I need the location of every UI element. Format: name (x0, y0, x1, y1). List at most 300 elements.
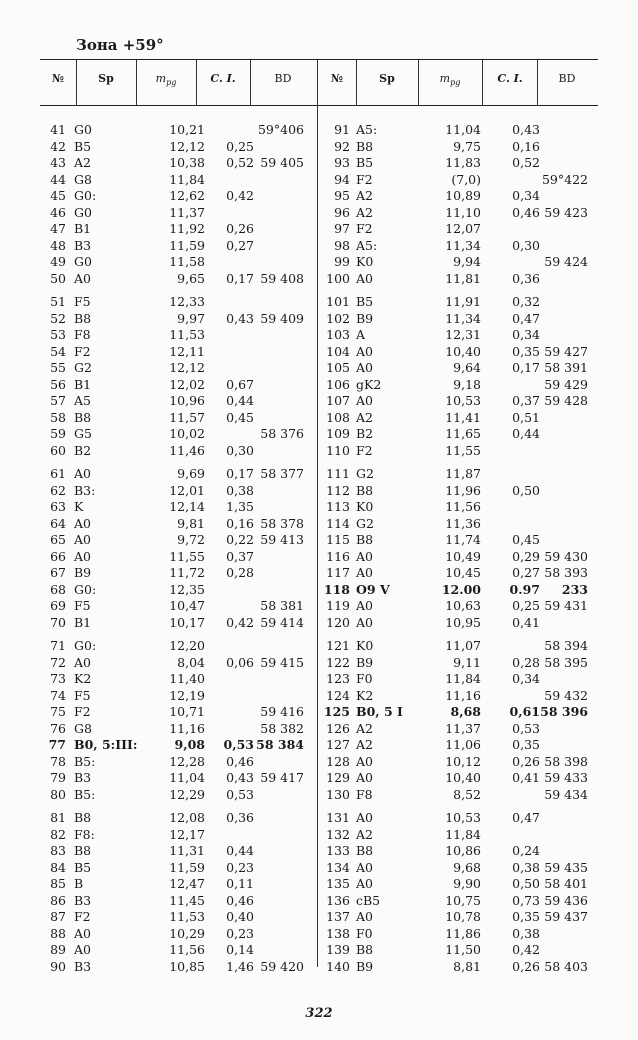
spectral-type: cB5 (356, 892, 381, 908)
color-index: 0,46 (226, 753, 254, 769)
spectral-type: K2 (74, 671, 92, 686)
table-row (317, 532, 598, 549)
magnitude: 11,58 (169, 254, 205, 269)
bd-number: 59 427 (544, 343, 588, 359)
spectral-type: A (356, 327, 366, 342)
bd-number: 59 429 (544, 376, 588, 392)
spectral-type: B3 (74, 958, 92, 974)
bd-number: 58 376 (260, 426, 304, 441)
spectral-type: F2 (74, 343, 91, 359)
color-index: 0,34 (512, 671, 540, 686)
spectral-type: B3 (74, 237, 92, 253)
table-row (40, 139, 317, 156)
color-index: 0,11 (226, 876, 254, 891)
table-row (40, 516, 317, 533)
table-row (40, 671, 317, 688)
spectral-type: A0 (74, 942, 91, 957)
table-row (40, 393, 317, 410)
row-number: 93 (334, 155, 350, 170)
table-row (40, 737, 317, 754)
row-number: 71 (50, 638, 66, 653)
magnitude: 12,62 (169, 188, 205, 203)
spectral-type: G8 (74, 720, 92, 736)
magnitude: 11,84 (445, 671, 481, 686)
row-number: 124 (326, 687, 350, 703)
magnitude: 11,72 (169, 565, 205, 580)
spectral-type: A0 (74, 925, 91, 941)
color-index: 0,44 (512, 426, 540, 441)
spectral-type: F5 (74, 294, 91, 309)
table-header-rule (40, 105, 598, 106)
spectral-type: A0 (356, 548, 373, 564)
spectral-type: A2 (356, 188, 373, 203)
header-mag-m: m (439, 72, 451, 85)
header-ci: C. I. (210, 72, 236, 85)
header-mag-sub: pg (166, 78, 177, 88)
row-number: 62 (50, 482, 66, 498)
magnitude: 11,37 (169, 204, 205, 220)
table-row (317, 155, 598, 172)
row-number: 109 (326, 426, 350, 441)
row-number: 134 (326, 859, 350, 875)
spectral-type: B3: (74, 482, 96, 498)
spectral-type: F2 (356, 442, 373, 458)
magnitude: 10,17 (169, 614, 205, 630)
spectral-type: A0 (356, 360, 373, 375)
row-number: 85 (50, 876, 66, 891)
color-index: 0,28 (226, 565, 254, 580)
table-row (40, 926, 317, 943)
color-index: 0,46 (512, 204, 540, 220)
spectral-type: A0 (356, 909, 373, 924)
magnitude: 9,72 (177, 532, 205, 547)
row-number: 54 (50, 343, 66, 359)
row-number: 132 (326, 826, 350, 842)
magnitude: 11,59 (169, 859, 205, 875)
row-number: 59 (50, 426, 66, 441)
table-row (317, 516, 598, 533)
color-index: 0,25 (226, 138, 254, 154)
table-row (40, 582, 317, 599)
row-number: 63 (50, 499, 66, 514)
spectral-type: F0 (356, 671, 373, 686)
magnitude: 11,83 (445, 155, 481, 170)
magnitude: 8,68 (450, 704, 481, 719)
row-number: 70 (50, 614, 66, 630)
table-row (40, 843, 317, 860)
color-index: 0,34 (512, 327, 540, 342)
magnitude: 9,18 (453, 376, 481, 392)
color-index: 0,37 (226, 548, 254, 564)
spectral-type: G2 (356, 515, 374, 531)
magnitude: 11,04 (445, 122, 481, 137)
row-number: 81 (50, 810, 66, 825)
color-index: 0,42 (226, 614, 254, 630)
magnitude: 11,41 (445, 409, 481, 425)
bd-number: 59 413 (260, 532, 304, 547)
header-ci: C. I. (497, 72, 523, 85)
row-number: 139 (326, 942, 350, 957)
table-row (40, 360, 317, 377)
table-row (317, 139, 598, 156)
spectral-type: A0 (74, 466, 91, 481)
spectral-type: G8 (74, 171, 92, 187)
spectral-type: A0 (356, 565, 373, 580)
magnitude: 12,14 (169, 499, 205, 514)
color-index: 0,17 (226, 270, 254, 286)
row-number: 118 (323, 581, 350, 597)
row-number: 46 (50, 204, 66, 220)
table-row (317, 377, 598, 394)
color-index: 0,22 (226, 532, 254, 547)
row-number: 42 (50, 138, 66, 154)
bd-number: 59 430 (544, 548, 588, 564)
header-sp: Sp (379, 72, 395, 85)
table-row (40, 344, 317, 361)
magnitude: 11,50 (445, 942, 481, 957)
bd-number: 59 415 (260, 654, 304, 670)
table-row (40, 810, 317, 827)
color-index: 0,45 (512, 532, 540, 547)
table-row (40, 483, 317, 500)
color-index: 0,35 (512, 737, 540, 752)
color-index: 0,50 (512, 876, 540, 891)
magnitude: 9,94 (453, 254, 481, 269)
row-number: 96 (334, 204, 350, 220)
color-index: 0,29 (512, 548, 540, 564)
row-number: 129 (326, 770, 350, 785)
magnitude: 10,29 (169, 925, 205, 941)
spectral-type: A0 (356, 753, 373, 769)
color-index: 0,53 (223, 737, 254, 752)
row-number: 140 (326, 958, 350, 974)
magnitude: 11,36 (445, 515, 481, 531)
magnitude: 9,11 (453, 654, 481, 670)
table-row (317, 443, 598, 460)
bd-number: 59°406 (257, 122, 304, 137)
magnitude: 11,74 (445, 532, 481, 547)
row-number: 69 (50, 598, 66, 613)
row-number: 136 (326, 892, 350, 908)
spectral-type: B9 (74, 565, 92, 580)
row-number: 44 (50, 171, 66, 187)
bd-number: 59 417 (260, 770, 304, 785)
spectral-type: A0 (356, 598, 373, 613)
header-sp: Sp (98, 72, 114, 85)
magnitude: 11,53 (169, 327, 205, 342)
row-number: 64 (50, 515, 66, 531)
magnitude: 10,96 (169, 393, 205, 408)
spectral-type: B1 (74, 376, 92, 392)
row-number: 86 (50, 892, 66, 908)
table-row (40, 565, 317, 582)
magnitude: 11,45 (169, 892, 205, 908)
row-number: 75 (50, 704, 66, 719)
row-number: 73 (50, 671, 66, 686)
magnitude: 11,16 (445, 687, 481, 703)
color-index: 0,35 (512, 909, 540, 924)
color-index: 0,50 (512, 482, 540, 498)
color-index: 0,28 (512, 654, 540, 670)
color-index: 0,34 (512, 188, 540, 203)
spectral-type: G0 (74, 122, 92, 137)
row-number: 53 (50, 327, 66, 342)
bd-number: 59 436 (544, 892, 588, 908)
row-number: 49 (50, 254, 66, 269)
magnitude: 10,45 (445, 565, 481, 580)
row-number: 135 (326, 876, 350, 891)
magnitude: 12,28 (169, 753, 205, 769)
spectral-type: B9 (356, 310, 374, 326)
table-row (40, 615, 317, 632)
color-index: 0,61 (509, 704, 540, 719)
bd-number: 59 428 (544, 393, 588, 408)
color-index: 0,52 (226, 155, 254, 170)
row-number: 95 (334, 188, 350, 203)
magnitude: 9,90 (453, 876, 481, 891)
color-index: 0,27 (226, 237, 254, 253)
table-row (317, 926, 598, 943)
magnitude: 11,59 (169, 237, 205, 253)
spectral-type: A5: (356, 237, 378, 253)
spectral-type: F2 (74, 704, 91, 719)
magnitude: 10,63 (445, 598, 481, 613)
row-number: 114 (326, 515, 350, 531)
spectral-type: F5 (74, 687, 91, 703)
table-row (317, 909, 598, 926)
spectral-type: G0: (74, 581, 97, 597)
row-number: 112 (326, 482, 350, 498)
color-index: 0,38 (512, 859, 540, 875)
table-row (317, 638, 598, 655)
row-number: 103 (326, 327, 350, 342)
row-number: 99 (334, 254, 350, 269)
row-number: 51 (50, 294, 66, 309)
magnitude: (7,0) (451, 171, 481, 187)
table-row (317, 254, 598, 271)
row-number: 45 (50, 188, 66, 203)
table-row (40, 443, 317, 460)
bd-number: 58 378 (260, 515, 304, 531)
row-number: 94 (334, 171, 350, 187)
spectral-type: F8 (74, 327, 91, 342)
spectral-type: A2 (356, 737, 373, 752)
spectral-type: K0 (356, 638, 374, 653)
magnitude: 9,64 (453, 360, 481, 375)
color-index: 0.97 (509, 581, 540, 597)
spectral-type: B0, 5 I (356, 704, 403, 719)
spectral-type: F2 (74, 909, 91, 924)
row-number: 108 (326, 409, 350, 425)
spectral-type: B8 (356, 942, 374, 957)
magnitude: 11,84 (169, 171, 205, 187)
spectral-type: O9 V (356, 581, 390, 597)
bd-number: 58 395 (544, 654, 588, 670)
bd-number: 59 435 (544, 859, 588, 875)
table-row (40, 254, 317, 271)
table-row (40, 787, 317, 804)
color-index: 0,47 (512, 810, 540, 825)
row-number: 65 (50, 532, 66, 547)
bd-number: 58 377 (260, 466, 304, 481)
bd-number: 59 405 (260, 155, 304, 170)
spectral-type: F5 (74, 598, 91, 613)
page-number: 322 (305, 1006, 333, 1021)
magnitude: 11,31 (169, 843, 205, 858)
column-divider (418, 59, 419, 105)
row-number: 90 (50, 958, 66, 974)
bd-number: 233 (561, 581, 588, 597)
spectral-type: G2 (74, 360, 92, 375)
spectral-type: A2 (356, 720, 373, 736)
color-index: 0,37 (512, 393, 540, 408)
magnitude: 10,85 (169, 958, 205, 974)
row-number: 92 (334, 138, 350, 154)
spectral-type: G2 (356, 466, 374, 481)
row-number: 47 (50, 221, 66, 236)
spectral-type: B5 (356, 294, 374, 309)
magnitude: 11,46 (169, 442, 205, 458)
row-number: 79 (50, 770, 66, 785)
magnitude: 11,34 (445, 310, 481, 326)
header-num: № (331, 72, 343, 85)
row-number: 116 (326, 548, 350, 564)
table-row (317, 721, 598, 738)
spectral-type: A0 (74, 548, 91, 564)
magnitude: 11,40 (169, 671, 205, 686)
table-row (40, 377, 317, 394)
table-row (317, 787, 598, 804)
table-row (40, 410, 317, 427)
magnitude: 12,31 (445, 327, 481, 342)
color-index: 0,23 (226, 859, 254, 875)
magnitude: 10,95 (445, 614, 481, 630)
spectral-type: B8 (74, 310, 92, 326)
row-number: 121 (326, 638, 350, 653)
left-column (40, 122, 317, 975)
color-index: 0,26 (226, 221, 254, 236)
magnitude: 10,38 (169, 155, 205, 170)
table-row (317, 754, 598, 771)
magnitude: 11,06 (445, 737, 481, 752)
row-number: 68 (50, 581, 66, 597)
row-number: 107 (326, 393, 350, 408)
table-row (317, 205, 598, 222)
magnitude: 12,12 (169, 138, 205, 154)
spectral-type: B1 (74, 221, 92, 236)
spectral-type: A2 (356, 409, 373, 425)
spectral-type: A0 (74, 270, 91, 286)
table-row (317, 688, 598, 705)
row-number: 83 (50, 843, 66, 858)
right-column (317, 122, 598, 975)
table-row (317, 827, 598, 844)
row-number: 137 (326, 909, 350, 924)
spectral-type: B3 (74, 892, 92, 908)
magnitude: 10,40 (445, 343, 481, 359)
table-row (40, 311, 317, 328)
magnitude: 12,11 (169, 343, 205, 359)
row-number: 52 (50, 310, 66, 326)
magnitude: 11,56 (169, 942, 205, 957)
row-number: 43 (50, 155, 66, 170)
color-index: 0,38 (512, 925, 540, 941)
color-index: 0,40 (226, 909, 254, 924)
table-row (40, 205, 317, 222)
row-number: 80 (50, 786, 66, 802)
row-number: 67 (50, 565, 66, 580)
magnitude: 8,81 (453, 958, 481, 974)
table-row (40, 909, 317, 926)
row-number: 131 (326, 810, 350, 825)
table-row (317, 942, 598, 959)
table-row (317, 466, 598, 483)
table-row (317, 221, 598, 238)
bd-number: 58 382 (260, 720, 304, 736)
table-row (317, 327, 598, 344)
bd-number: 58 398 (544, 753, 588, 769)
magnitude: 10,02 (169, 426, 205, 441)
row-number: 138 (326, 925, 350, 941)
spectral-type: A0 (356, 343, 373, 359)
spectral-type: B8 (74, 409, 92, 425)
table-row (40, 770, 317, 787)
table-row (40, 638, 317, 655)
row-number: 128 (326, 753, 350, 769)
table-row (40, 172, 317, 189)
spectral-type: B0, 5:III: (74, 737, 138, 752)
spectral-type: F0 (356, 925, 373, 941)
table-row (40, 188, 317, 205)
table-row (40, 122, 317, 139)
magnitude: 8,04 (177, 654, 205, 670)
bd-number: 59 437 (544, 909, 588, 924)
row-number: 41 (50, 122, 66, 137)
table-row (317, 843, 598, 860)
color-index: 1,35 (226, 499, 254, 514)
table-row (317, 704, 598, 721)
table-row (317, 311, 598, 328)
color-index: 0,53 (512, 720, 540, 736)
magnitude: 11,16 (169, 720, 205, 736)
spectral-type: B3 (74, 770, 92, 785)
header-num: № (52, 72, 64, 85)
table-row (317, 737, 598, 754)
bd-number: 59 408 (260, 270, 304, 286)
table-row (40, 466, 317, 483)
color-index: 0,25 (512, 598, 540, 613)
magnitude: 9,08 (174, 737, 205, 752)
bd-number: 59 431 (544, 598, 588, 613)
table-row (40, 598, 317, 615)
header-bd: BD (274, 72, 292, 85)
table-row (317, 810, 598, 827)
magnitude: 9,97 (177, 310, 205, 326)
magnitude: 10,12 (445, 753, 481, 769)
spectral-type: A0 (356, 270, 373, 286)
table-row (317, 549, 598, 566)
color-index: 0,41 (512, 614, 540, 630)
magnitude: 10,21 (169, 122, 205, 137)
table-row (317, 598, 598, 615)
row-number: 104 (326, 343, 350, 359)
row-number: 78 (50, 753, 66, 769)
bd-number: 58 394 (544, 638, 588, 653)
magnitude: 12,12 (169, 360, 205, 375)
row-number: 91 (334, 122, 350, 137)
magnitude: 11,86 (445, 925, 481, 941)
row-number: 61 (50, 466, 66, 481)
